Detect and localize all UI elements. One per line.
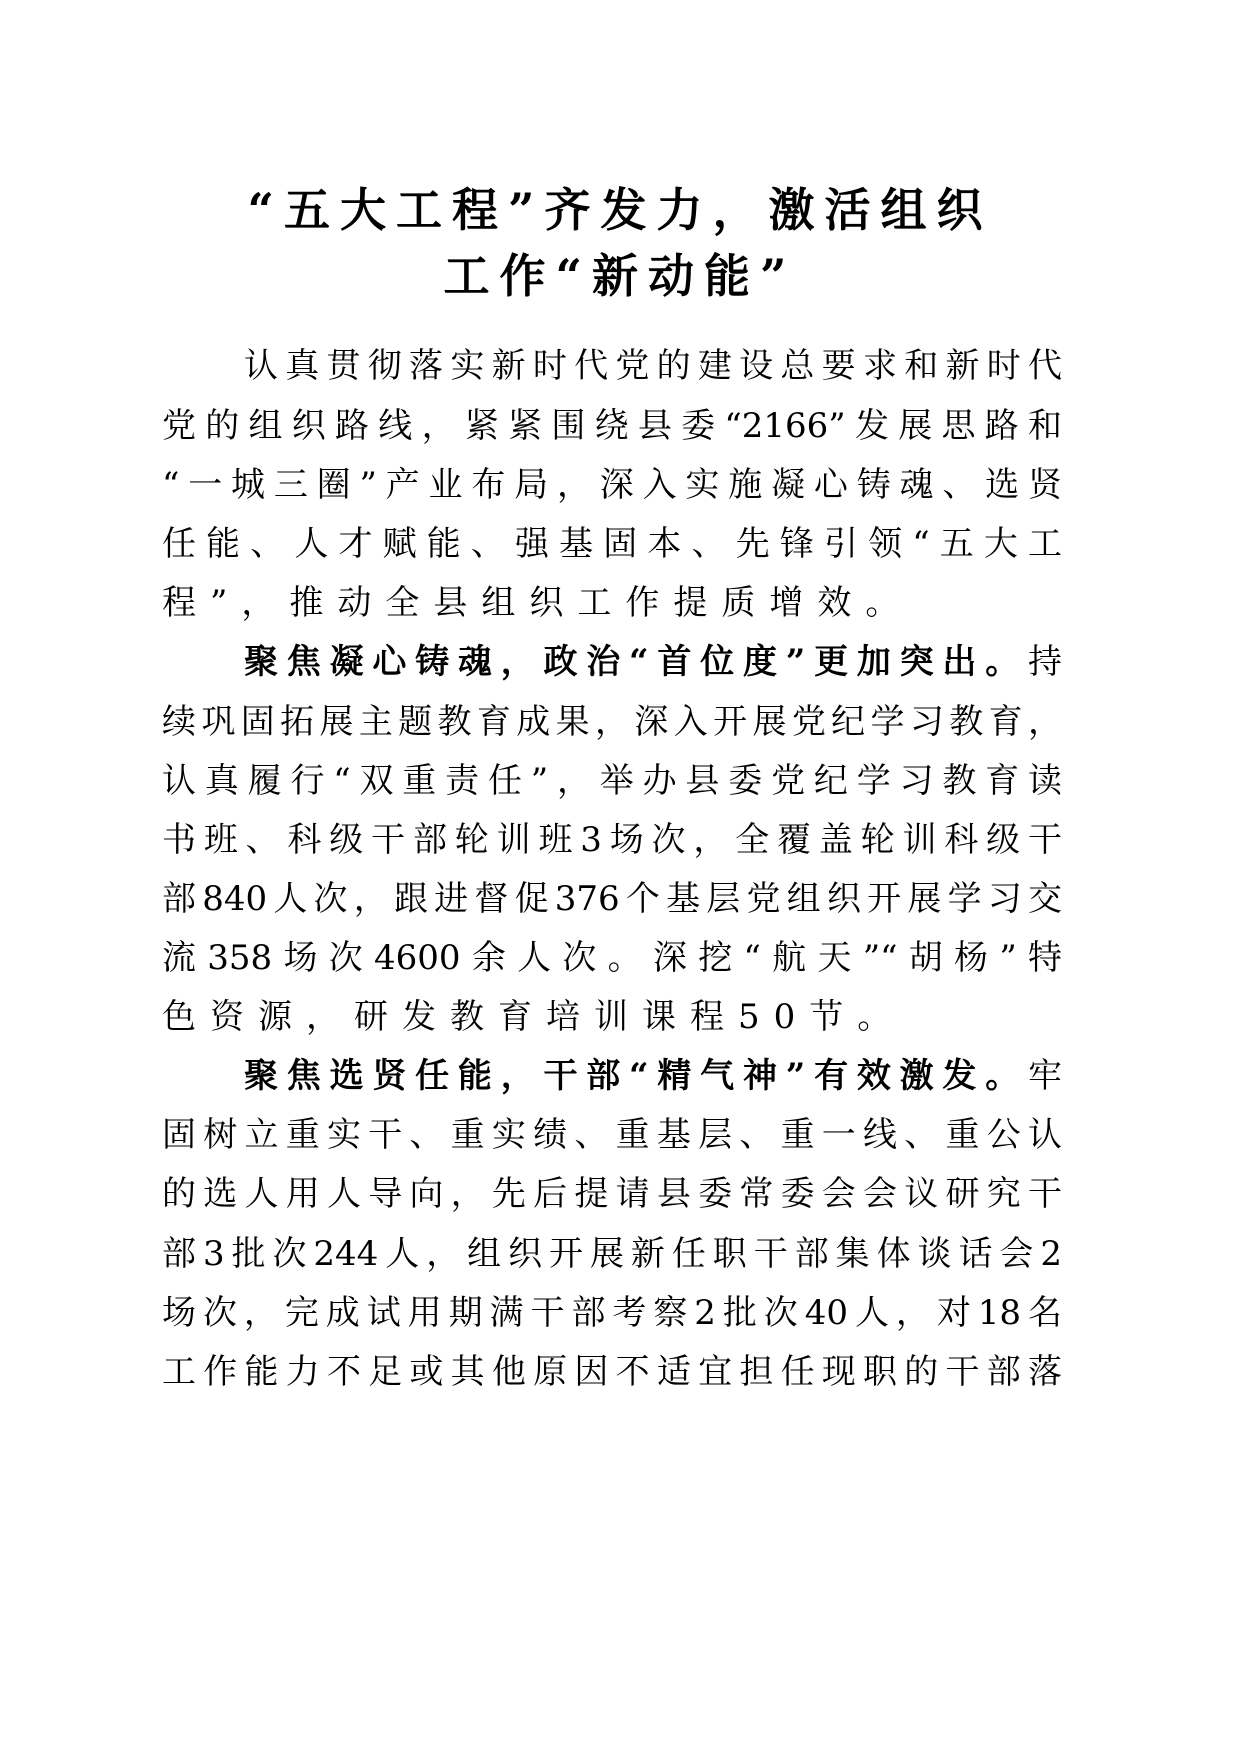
paragraph-3-line: 场次，完成试用期满干部考察2批次40人，对18名 (162, 1293, 1062, 1333)
paragraph-2-line: 色资源，研发教育培训课程50节。 (162, 997, 906, 1037)
paragraph-2-line: 认真履行“双重责任”，举办县委党纪学习教育读 (162, 761, 1062, 801)
paragraph-3-line: 的选人用人导向，先后提请县委常委会会议研究干 (162, 1174, 1062, 1214)
paragraph-3-heading: 聚焦选贤任能，干部“精气神”有效激发。 (244, 1056, 1028, 1096)
paragraph-3-first-tail: 牢 (1028, 1056, 1062, 1096)
paragraph-2-line: 流358场次4600余人次。深挖“航天”“胡杨”特 (162, 938, 1062, 978)
paragraph-2-first-line (244, 639, 1062, 685)
paragraph-3-line: 部3批次244人，组织开展新任职干部集体谈话会2 (162, 1234, 1062, 1274)
paragraph-2-first-tail: 持 (1028, 642, 1062, 682)
paragraph-1-line: 党的组织路线，紧紧围绕县委“2166”发展思路和 (162, 406, 1062, 446)
paragraph-2-line: 部840人次，跟进督促376个基层党组织开展学习交 (162, 879, 1062, 919)
paragraph-3-first-line (244, 1053, 1062, 1099)
paragraph-1-line: 认真贯彻落实新时代党的建设总要求和新时代 (244, 346, 1062, 386)
paragraph-1-line: “一城三圈”产业布局，深入实施凝心铸魂、选贤 (162, 465, 1062, 505)
paragraph-1-line: 任能、人才赋能、强基固本、先锋引领“五大工 (162, 524, 1062, 564)
document-title-line-1: “五大工程”齐发力，激活组织 (247, 183, 993, 237)
paragraph-2-line: 续巩固拓展主题教育成果，深入开展党纪学习教育， (162, 702, 1062, 742)
paragraph-3-line: 工作能力不足或其他原因不适宜担任现职的干部落 (162, 1352, 1062, 1392)
paragraph-2-heading: 聚焦凝心铸魂，政治“首位度”更加突出。 (244, 642, 1028, 682)
paragraph-1-line: 程”，推动全县组织工作提质增效。 (162, 583, 914, 623)
document-title-line-2: 工作“新动能” (443, 249, 797, 303)
paragraph-3-line: 固树立重实干、重实绩、重基层、重一线、重公认 (162, 1115, 1062, 1155)
paragraph-2-line: 书班、科级干部轮训班3场次，全覆盖轮训科级干 (162, 820, 1062, 860)
